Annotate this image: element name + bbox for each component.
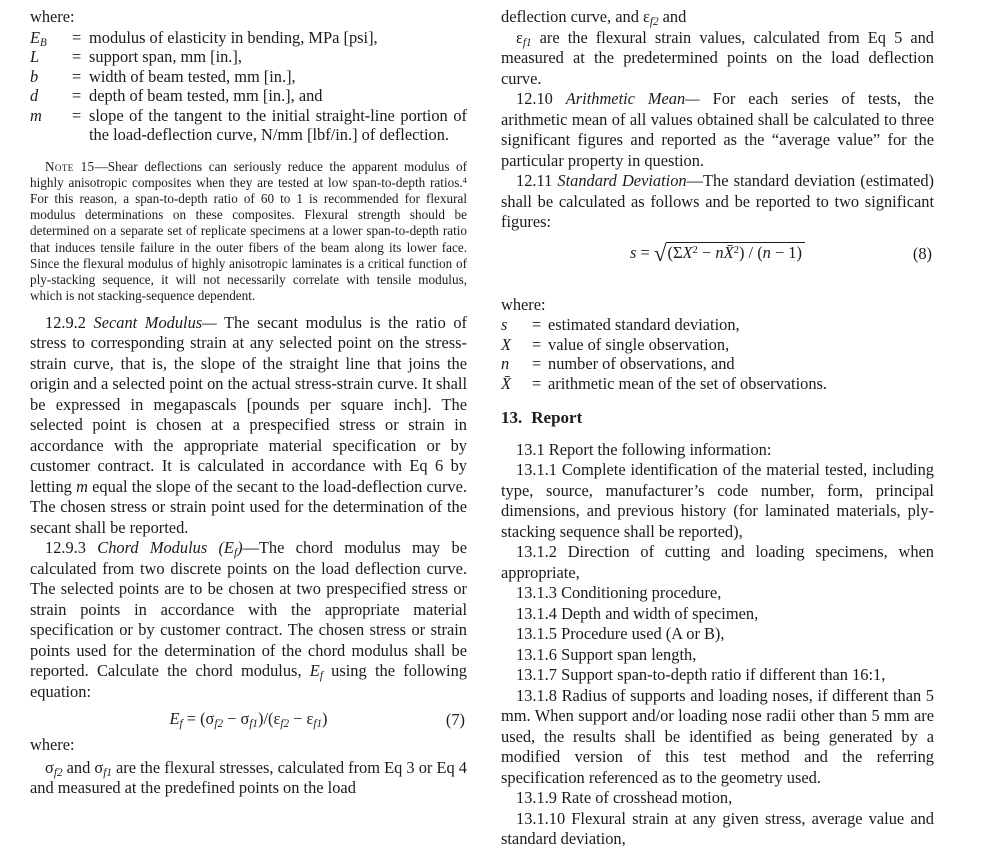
equation-8 (501, 241, 934, 265)
definition-row (501, 374, 934, 394)
definition-row (30, 106, 467, 145)
section-13-title: Report (531, 408, 583, 428)
column-left (30, 7, 467, 850)
paragraph-12-9-2: 12.9.2 Secant Modulus— The secant modulus is the ratio of stress to corresponding strain at any selected point on the stress-strain curve, that is, the slope of the straight line that joins the origin and a selected point on the actual stress-strain curve. It shall be expressed in megapascals [pounds per square inch]. The selected point is chosen at a prespecified stress or strain in accordance with the appropriate material specification or by customer contract. It is calculated in accordance with Eq 6 by letting m equal the slope of the secant to the load-deflection curve. The chosen stress or strain point used for the determination of the secant shall be reported. (30, 312, 468, 537)
definition-symbol: n (501, 354, 510, 374)
definition-desc: value of single observation, (548, 334, 730, 354)
report-item-13-1-7: 13.1.7 Support span-to-depth ratio if different than 16:1, (516, 665, 886, 685)
equals-sign: = (72, 105, 82, 125)
report-item-13-1-4: 13.1.4 Depth and width of specimen, (516, 603, 759, 623)
equals-sign: = (532, 373, 542, 393)
definition-row (501, 335, 934, 355)
definition-symbol: b (30, 66, 39, 86)
section-13-heading (501, 408, 934, 429)
definition-symbol: X̄ (501, 373, 512, 393)
equals-sign: = (532, 315, 542, 334)
where-label-3: where: (501, 294, 546, 314)
report-item-13-1-1: 13.1.1 Complete identification of the material tested, including type, source, manufacturer’s code number, form, principal dimensions, and previous history (for laminated materials, ply-stacking sequence shall be reported), (501, 460, 934, 541)
definition-list (30, 28, 467, 146)
report-item-13-1-9: 13.1.9 Rate of crosshead motion, (516, 788, 733, 808)
equals-sign: = (532, 354, 542, 374)
definition-desc: number of observations, and (548, 354, 735, 374)
report-item-13-1-3: 13.1.3 Conditioning procedure, (516, 583, 722, 603)
report-item-13-1-10: 13.1.10 Flexural strain at any given stress, average value and standard deviation, (501, 808, 934, 849)
paragraph-sigma: $\sigma_{f2}$ and $\sigma_{f1}$ are the flexural stresses, calculated from Eq 3 or Eq 4 and measured at the predefined points on the load (30, 757, 467, 798)
paragraph-12-10: 12.10 Arithmetic Mean— For each series of tests, the arithmetic mean of all values obtained shall be calculated to three significant figures and reported as the “average value” for the particular property in question. (501, 89, 934, 170)
equals-sign: = (72, 66, 82, 86)
definition-desc: estimated standard deviation, (548, 315, 740, 334)
paragraph-12-11: 12.11 Standard Deviation—The standard deviation (estimated) shall be calculated as follows and be reported to two significant figures: (501, 171, 935, 231)
paragraph-epsilon: $\varepsilon_{f1}$ are the flexural strain values, calculated from Eq 5 and measured at the predetermined points on the load deflection curve. (501, 27, 934, 88)
where-label-2: where: (30, 735, 75, 755)
definition-row (30, 67, 467, 87)
note-15: Note 15—Shear deflections can seriously reduce the apparent modulus of highly anisotropic composites when they are tested at low span-to-depth ratios.$^4$ For this reason, a span-to-depth ratio of 60 to 1 is recommended for flexural modulus determinations on these composites. Flexural strength should be determined on a separate set of replicate specimens at a lower span-to-depth ratio that induces tensile failure in the outer fibers of the beam along its lower face. Since the flexural modulus of highly anisotropic laminates is a critical function of ply-stacking sequence, it will not necessarily correlate with tensile modulus, which is not stacking-sequence dependent. (30, 159, 467, 303)
definition-row (30, 47, 467, 67)
definition-row (501, 315, 934, 335)
definition-desc: width of beam tested, mm [in.], (89, 66, 296, 86)
equation-8-radicand: ($\Sigma X^2$ − nX̄$^2$) / (n − 1) (666, 242, 804, 262)
definition-row (30, 28, 467, 48)
equals-sign: = (72, 27, 82, 47)
equation-8-number: (8) (912, 243, 932, 263)
definition-desc: depth of beam tested, mm [in.], and (89, 86, 323, 106)
definition-desc: support span, mm [in.], (89, 47, 242, 67)
paragraph-12-9-3: 12.9.3 Chord Modulus $(E_f)—The$ chord modulus may be calculated from two discrete points on the load deflection curve. The selected points are to be chosen at two prespecified stress or strain points in accordance with the appropriate material specification or by customer contract. The chosen stress or strain points used for the determination of the chord modulus shall be reported. Calculate the chord modulus, $E_f$ using the following equation: (30, 538, 467, 701)
equation-7 (30, 707, 467, 731)
definition-symbol: $E_B$ (30, 27, 47, 49)
continuation-line: deflection curve, and $\varepsilon_{f2}$ and (501, 7, 687, 29)
definition-symbol: L (30, 47, 40, 67)
paragraph-13-1: 13.1 Report the following information: (516, 439, 772, 459)
report-item-13-1-6: 13.1.6 Support span length, (516, 644, 697, 664)
symbol-subscript: B (40, 36, 47, 49)
report-item-13-1-8: 13.1.8 Radius of supports and loading noses, if different than 5 mm. When support and/or loading nose radii other than 5 mm are used, the results shall be identified as being generated by a modified version of this test method and the referring specification referenced as to the geometry used. (501, 685, 934, 787)
equals-sign: = (72, 47, 82, 67)
equation-8-lhs: s = (630, 242, 654, 262)
equation-7-number: (7) (445, 710, 465, 730)
stat-definition-list (501, 315, 934, 393)
equals-sign: = (72, 86, 82, 106)
definition-row (30, 86, 467, 106)
report-item-13-1-5: 13.1.5 Procedure used (A or B), (516, 624, 725, 644)
equation-8-body (630, 240, 805, 266)
section-13-number: 13. (501, 408, 523, 428)
column-right (501, 7, 934, 850)
definition-symbol: d (30, 86, 39, 106)
equation-7-body: $E_f = (\sigma_{f2} - \sigma_{f1})/(\varepsilon_{f2} - \varepsilon_{f1})$ (169, 709, 328, 731)
definition-symbol: m (30, 105, 42, 125)
definition-desc: slope of the tangent to the initial straight-line portion of the load-deflection curve, N/mm [lbf/in.] of deflection. (89, 105, 467, 145)
definition-symbol: s (501, 315, 508, 334)
definition-symbol: X (501, 334, 512, 354)
report-item-13-1-2: 13.1.2 Direction of cutting and loading specimens, when appropriate, (501, 542, 934, 582)
where-label-1: where: (30, 7, 75, 26)
definition-row (501, 354, 934, 374)
definition-desc: arithmetic mean of the set of observations. (548, 373, 828, 393)
radical-sign: √ (653, 240, 667, 266)
equals-sign: = (532, 334, 542, 354)
definition-desc: modulus of elasticity in bending, MPa [psi], (89, 27, 378, 47)
